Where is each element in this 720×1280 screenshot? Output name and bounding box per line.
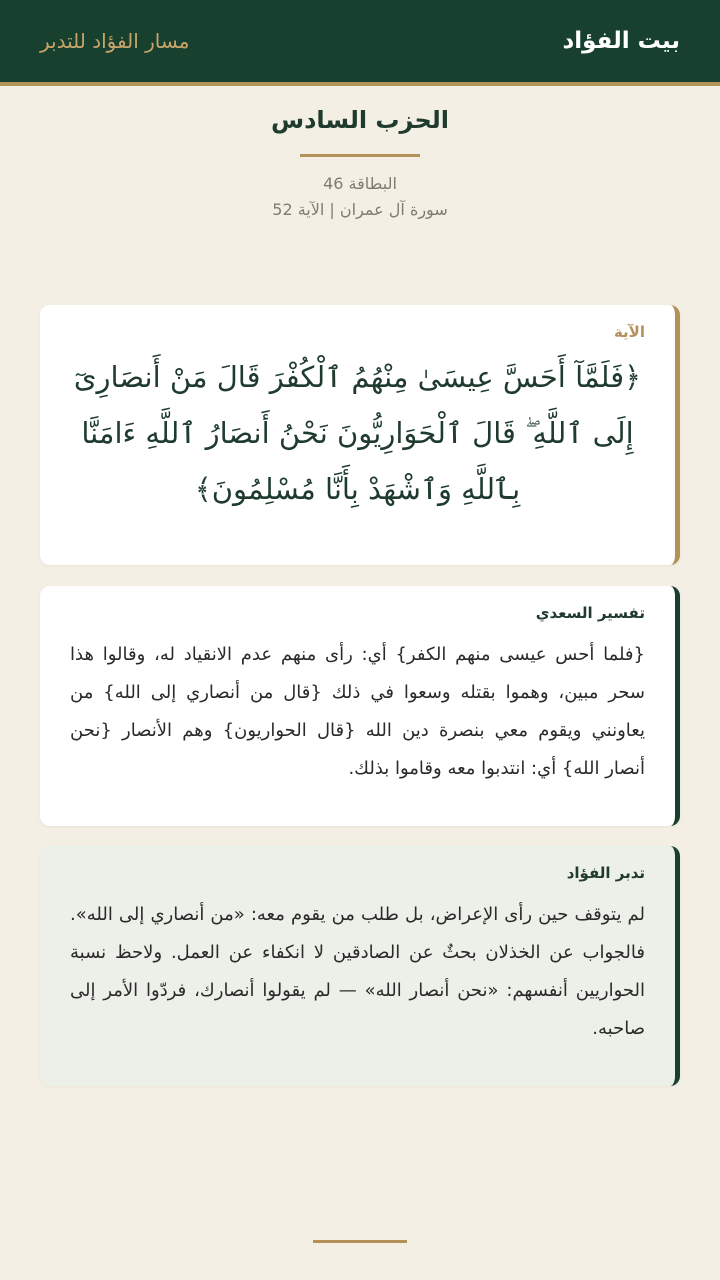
card-number: البطاقة 46	[323, 174, 397, 193]
tafsir-text: {فلما أحس عيسى منهم الكفر} أي: رأى منهم عدم الانقياد له، وقالوا هذا سحر مبين، وهموا بقتله وسعوا في ذلك {قال من أنصاري إلى الله} من يعاونني ويقوم معي بنصرة دين الله {قال الحواريون} وهم الأنصار {نحن أنصار الله} أي: انتدبوا معه وقاموا بذلك.	[70, 644, 645, 779]
sura-reference: سورة آل عمران | الآية 52	[272, 200, 448, 219]
tafsir-label: تفسير السعدي	[535, 604, 645, 622]
path-link[interactable]: مسار الفؤاد للتدبر	[40, 29, 190, 53]
verse-label: الآية	[613, 323, 645, 341]
bottom-divider	[313, 1240, 407, 1243]
reflection-label: تدبر الفؤاد	[566, 864, 645, 882]
title-divider	[300, 154, 420, 157]
top-bar	[0, 0, 720, 86]
page-title: الحزب السادس	[270, 106, 450, 134]
card-header	[0, 86, 720, 223]
reflection-text: لم يتوقف حين رأى الإعراض، بل طلب من يقوم معه: «من أنصاري إلى الله». فالجواب عن الخذلان بحثٌ عن الصادقين لا انكفاء عن العمل. ولاحظ نسبة الحواريين أنفسهم: «نحن أنصار الله» — لم يقولوا أنصارك، فردّوا الأمر إلى صاحبه.	[70, 904, 645, 1039]
reflection-card	[40, 846, 680, 1086]
app-brand[interactable]: بيت الفؤاد	[562, 28, 680, 54]
verse-card	[40, 305, 680, 565]
tafsir-card	[40, 586, 680, 826]
verse-text: ﴿فَلَمَّآ أَحَسَّ عِيسَىٰ مِنْهُمُ ٱلْكُفْرَ قَالَ مَنْ أَنصَارِىٓ إِلَى ٱللَّهِ ۖ قَالَ ٱلْحَوَارِيُّونَ نَحْنُ أَنصَارُ ٱللَّهِ ءَامَنَّا بِٱللَّهِ وَٱشْهَدْ بِأَنَّا مُسْلِمُونَ﴾	[73, 360, 642, 506]
